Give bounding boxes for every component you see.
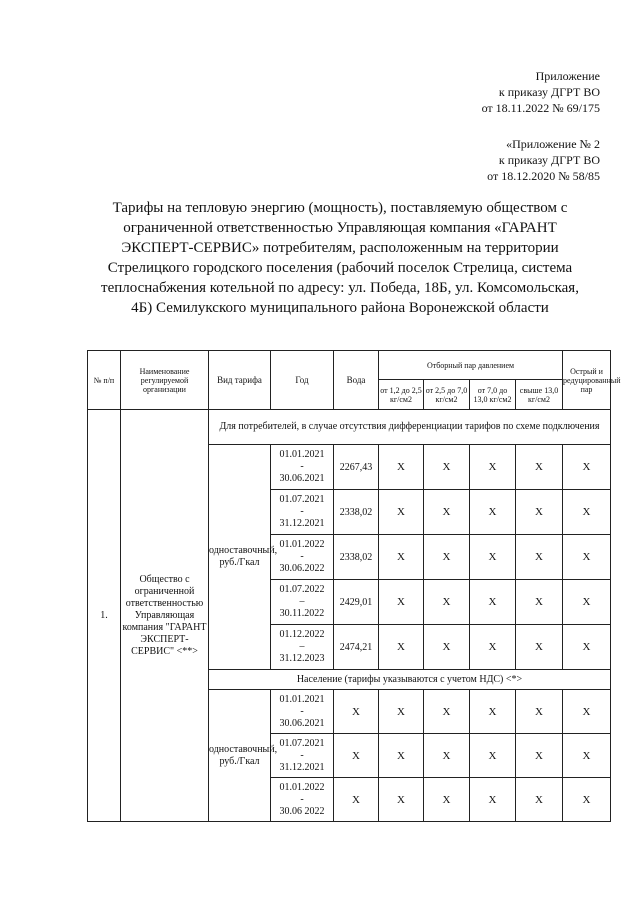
period-to: 31.12.2023 xyxy=(279,653,325,664)
period-to: 30.06 2022 xyxy=(279,805,325,817)
steam-1-value: X xyxy=(379,778,424,822)
period-to: 30.06.2021 xyxy=(279,717,325,729)
steam-1-value: X xyxy=(379,690,424,734)
period-sep: – xyxy=(299,596,305,607)
appendix-header-line: Приложение xyxy=(535,69,600,83)
sharp-steam-value: X xyxy=(563,445,611,490)
header-tariff-type: Вид тарифа xyxy=(209,351,271,410)
period-to: 30.11.2022 xyxy=(279,608,325,619)
period-cell xyxy=(271,690,334,734)
steam-1-value: X xyxy=(379,445,424,490)
header-num: № п/п xyxy=(88,351,121,410)
tariff-type: одноставочный, руб./Гкал xyxy=(209,690,271,822)
tariff-table xyxy=(87,350,621,822)
period-from: 01.07.2021 xyxy=(279,737,325,749)
header-steam-4: свыше 13,0 кг/см2 xyxy=(516,380,563,410)
steam-1-value: X xyxy=(379,734,424,778)
sharp-steam-value: X xyxy=(563,734,611,778)
water-value: 2338,02 xyxy=(334,490,379,535)
steam-4-value: X xyxy=(516,535,563,580)
sharp-steam-value: X xyxy=(563,625,611,670)
section-title: Население (тарифы указываются с учетом НДС) <*> xyxy=(209,670,611,690)
steam-3-value: X xyxy=(470,690,516,734)
appendix-header xyxy=(482,68,600,116)
header-sharp-steam: Острый и редуцированный пар xyxy=(563,351,611,410)
period-cell xyxy=(271,778,334,822)
steam-3-value: X xyxy=(470,778,516,822)
original-appendix-header-line: к приказу ДГРТ ВО xyxy=(498,153,600,167)
water-value: 2267,43 xyxy=(334,445,379,490)
header-organization: Наименование регулируемой организации xyxy=(121,351,209,410)
organization-name: Общество с ограниченной ответственностью Управляющая компания "ГАРАНТ ЭКСПЕРТ-СЕРВИС" <**> xyxy=(121,410,209,822)
period-to: 31.12.2021 xyxy=(279,761,325,773)
steam-3-value: X xyxy=(470,580,516,625)
period-sep: - xyxy=(300,551,304,562)
period-from: 01.01.2021 xyxy=(279,449,325,460)
period-sep: - xyxy=(300,793,304,805)
header-steam-group: Отборный пар давлением xyxy=(379,351,563,380)
water-value: 2474,21 xyxy=(334,625,379,670)
water-value: 2429,01 xyxy=(334,580,379,625)
steam-4-value: X xyxy=(516,490,563,535)
period-sep: - xyxy=(300,705,304,717)
period-cell xyxy=(271,580,334,625)
sharp-steam-value: X xyxy=(563,580,611,625)
steam-2-value: X xyxy=(424,625,470,670)
period-from: 01.12.2022 xyxy=(279,629,325,640)
period-sep: - xyxy=(300,506,304,517)
header-steam-1: от 1,2 до 2,5 кг/см2 xyxy=(379,380,424,410)
period-sep: – xyxy=(299,641,305,652)
original-appendix-header xyxy=(487,136,600,184)
original-appendix-header-line: от 18.12.2020 № 58/85 xyxy=(487,169,600,183)
steam-3-value: X xyxy=(470,535,516,580)
steam-2-value: X xyxy=(424,734,470,778)
period-sep: - xyxy=(300,461,304,472)
water-value: X xyxy=(334,734,379,778)
water-value: X xyxy=(334,690,379,734)
steam-1-value: X xyxy=(379,580,424,625)
steam-4-value: X xyxy=(516,778,563,822)
period-cell xyxy=(271,535,334,580)
period-from: 01.01.2022 xyxy=(279,781,325,793)
sharp-steam-value: X xyxy=(563,535,611,580)
section-row xyxy=(88,410,611,445)
document-title: Тарифы на тепловую энергию (мощность), поставляемую обществом с ограниченной ответственностью Управляющая компания «ГАРАНТ ЭКСПЕРТ-СЕРВИС» потребителям, расположенным на территории Стрелицкого городского поселения (рабочий поселок Стрелица, система теплоснабжения котельной по адресу: ул. Победа, 18Б, ул. Комсомольская, 4Б) Семилукского муниципального района Воронежской области xyxy=(101,200,579,316)
period-cell xyxy=(271,734,334,778)
appendix-header-line: к приказу ДГРТ ВО xyxy=(498,85,600,99)
period-cell xyxy=(271,445,334,490)
steam-2-value: X xyxy=(424,690,470,734)
steam-2-value: X xyxy=(424,778,470,822)
water-value: X xyxy=(334,778,379,822)
period-to: 30.06.2022 xyxy=(279,563,325,574)
sharp-steam-value: X xyxy=(563,690,611,734)
steam-3-value: X xyxy=(470,625,516,670)
period-sep: - xyxy=(300,749,304,761)
header-steam-3: от 7,0 до 13,0 кг/см2 xyxy=(470,380,516,410)
steam-4-value: X xyxy=(516,625,563,670)
water-value: 2338,02 xyxy=(334,535,379,580)
header-steam-2: от 2,5 до 7,0 кг/см2 xyxy=(424,380,470,410)
header-water: Вода xyxy=(334,351,379,410)
steam-1-value: X xyxy=(379,535,424,580)
table-header-row xyxy=(88,351,611,380)
steam-2-value: X xyxy=(424,445,470,490)
steam-4-value: X xyxy=(516,734,563,778)
period-from: 01.01.2021 xyxy=(279,693,325,705)
period-from: 01.07.2021 xyxy=(279,494,325,505)
steam-3-value: X xyxy=(470,490,516,535)
header-year: Год xyxy=(271,351,334,410)
period-cell xyxy=(271,490,334,535)
row-number: 1. xyxy=(88,410,121,822)
period-cell xyxy=(271,625,334,670)
steam-2-value: X xyxy=(424,535,470,580)
tariff-type: одноставочный, руб./Гкал xyxy=(209,445,271,670)
steam-4-value: X xyxy=(516,580,563,625)
steam-1-value: X xyxy=(379,490,424,535)
section-title: Для потребителей, в случае отсутствия дифференциации тарифов по схеме подключения xyxy=(209,410,611,445)
steam-4-value: X xyxy=(516,445,563,490)
steam-4-value: X xyxy=(516,690,563,734)
steam-3-value: X xyxy=(470,445,516,490)
steam-2-value: X xyxy=(424,580,470,625)
period-to: 30.06.2021 xyxy=(279,473,325,484)
appendix-header-line: от 18.11.2022 № 69/175 xyxy=(481,101,600,115)
steam-2-value: X xyxy=(424,490,470,535)
steam-3-value: X xyxy=(470,734,516,778)
sharp-steam-value: X xyxy=(563,490,611,535)
original-appendix-header-line: «Приложение № 2 xyxy=(506,137,600,151)
sharp-steam-value: X xyxy=(563,778,611,822)
period-from: 01.01.2022 xyxy=(279,539,325,550)
period-to: 31.12.2021 xyxy=(279,518,325,529)
steam-1-value: X xyxy=(379,625,424,670)
period-from: 01.07.2022 xyxy=(279,584,325,595)
